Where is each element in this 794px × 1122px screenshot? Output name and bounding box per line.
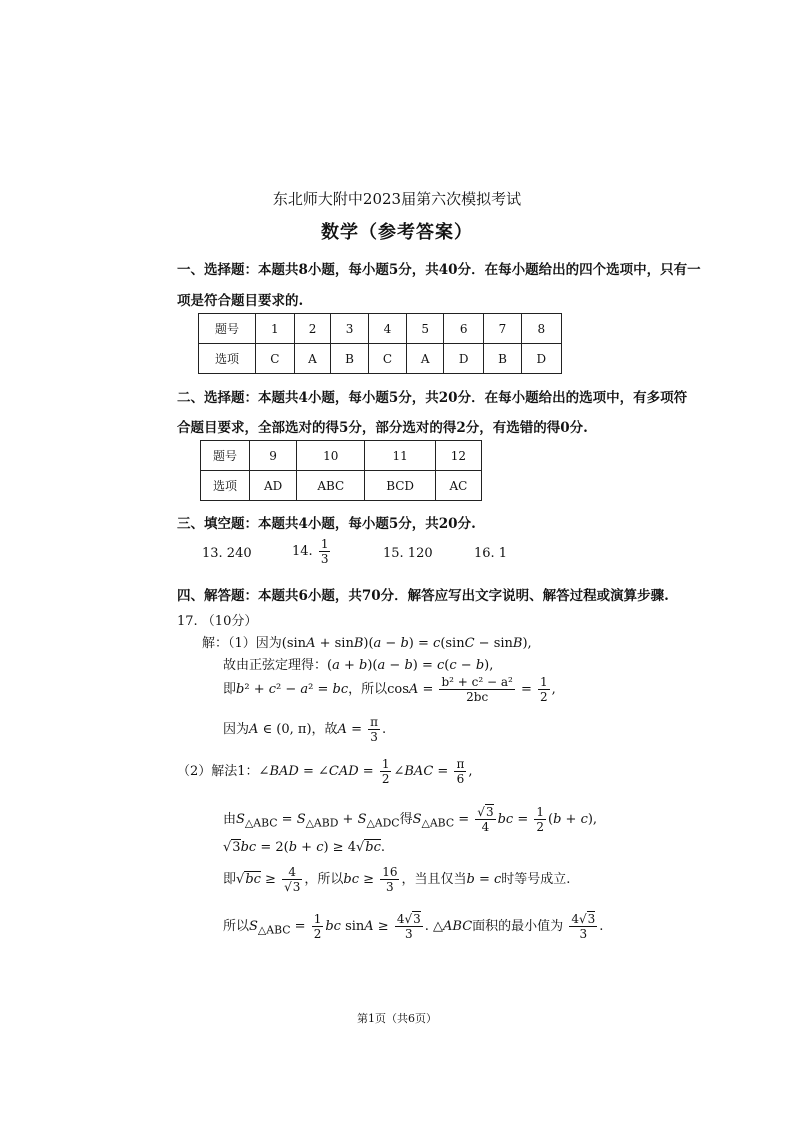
table-cell: D (521, 344, 561, 374)
section2-heading-line1: 二、选择题：本题共4小题，每小题5分，共20分．在每小题给出的选项中，有多项符 (177, 390, 688, 406)
table-cell: 11 (365, 441, 436, 471)
table-cell: 9 (250, 441, 297, 471)
numerator: √3 (477, 805, 494, 819)
denominator: 3 (386, 880, 394, 894)
table-cell: 3 (331, 314, 368, 344)
fraction (319, 537, 331, 566)
answer-14-label: 14. (292, 544, 313, 559)
table-cell: 6 (444, 314, 484, 344)
section3-heading: 三、填空题：本题共4小题，每小题5分，共20分. (177, 516, 476, 532)
denominator: 4 (481, 820, 490, 834)
solution-part1-line4: 因为A ∈ (0, π)，故A = $\frac{\pi}{3}$ . (223, 715, 387, 744)
solution-part2-line4: 即√bc ≥ $\frac{4}{√3}$ ，所以bc ≥ $\frac{16}{3}$ ，当且仅当b = c时等号成立. (223, 865, 571, 894)
row-label: 题号 (201, 441, 250, 471)
text: 由 (223, 812, 237, 827)
text: ，当且仅当 (401, 872, 467, 887)
text: 时等号成立. (501, 872, 571, 887)
text: 因为 (223, 722, 250, 737)
numerator: 1 (540, 675, 548, 689)
fraction (380, 865, 399, 894)
text: 故由正弦定理得： (223, 658, 328, 673)
denominator: 3 (320, 552, 329, 566)
table-cell: D (444, 344, 484, 374)
table-row (201, 441, 482, 471)
fraction (534, 805, 546, 834)
text: 所以 (223, 919, 250, 934)
numerator: 1 (320, 537, 329, 551)
answer-13: 13. 240 (202, 546, 252, 561)
table-cell: 1 (256, 314, 295, 344)
section1-answer-table (198, 313, 562, 374)
text: 得 (399, 812, 413, 827)
denominator: 2 (540, 690, 548, 704)
denominator: 2 (313, 927, 322, 941)
fraction (312, 912, 324, 941)
section2-heading-line2: 合题目要求，全部选对的得5分，部分选对的得2分，有选错的得0分. (177, 420, 588, 436)
numerator: π (456, 757, 465, 771)
text: 面积的最小值为 (472, 919, 564, 934)
answer-15: 15. 120 (383, 546, 433, 561)
fraction (439, 675, 514, 704)
text: （2）解法1： (177, 764, 259, 779)
table-cell: AD (250, 471, 297, 501)
table-cell: 5 (407, 314, 444, 344)
text: 即 (223, 682, 237, 697)
fraction (282, 865, 302, 894)
solution-part1-line2: 故由正弦定理得：(a + b)(a − b) = c(c − b), (223, 658, 494, 673)
numerator: 1 (536, 805, 544, 819)
table-row (201, 471, 482, 501)
fraction (538, 675, 550, 704)
fraction (380, 757, 392, 786)
table-cell: B (331, 344, 368, 374)
row-label: 题号 (199, 314, 256, 344)
table-cell: 7 (484, 314, 521, 344)
answer-14 (292, 537, 332, 566)
table-row (199, 344, 562, 374)
text: ，所以 (304, 872, 344, 887)
solution-part1-line3: 即b² + c² − a² = bc，所以cosA = $\frac{\text{b² + c² − a²}}{2bc}$ = $\frac{1}{2}$ , (223, 675, 556, 704)
denominator: √3 (284, 880, 301, 894)
table-cell: 4 (368, 314, 407, 344)
text: 即 (223, 872, 237, 887)
table-cell: 10 (297, 441, 365, 471)
table-cell: AC (435, 471, 481, 501)
denominator: 3 (579, 927, 588, 941)
denominator: 3 (404, 927, 413, 941)
numerator: 1 (313, 912, 322, 926)
fraction (454, 757, 466, 786)
page-footer: 第1页（共6页） (357, 1012, 437, 1025)
fraction (475, 805, 495, 834)
denominator: 2 (536, 820, 544, 834)
fraction (395, 912, 423, 941)
table-cell: BCD (365, 471, 436, 501)
exam-title: 东北师大附中2023届第六次模拟考试 (272, 190, 522, 208)
text: 解：（1）因为 (202, 636, 282, 651)
table-cell: A (407, 344, 444, 374)
numerator: 4√3 (396, 912, 421, 926)
fraction (368, 715, 380, 744)
solution-part2-line3: √3bc = 2(b + c) ≥ 4√bc. (223, 840, 386, 855)
numerator: 1 (381, 757, 390, 771)
denominator: 2 (381, 772, 390, 786)
text: ，所以 (348, 682, 388, 697)
table-row (199, 314, 562, 344)
answer-key-subtitle: 数学（参考答案） (321, 222, 473, 243)
fraction (569, 912, 597, 941)
numerator: 4√3 (571, 912, 596, 926)
section1-heading-line1: 一、选择题：本题共8小题，每小题5分，共40分．在每小题给出的四个选项中，只有一 (177, 262, 701, 278)
denominator: 2bc (466, 690, 489, 704)
table-cell: C (256, 344, 295, 374)
section4-heading: 四、解答题：本题共6小题，共70分．解答应写出文字说明、解答过程或演算步骤. (177, 588, 669, 604)
denominator: 3 (370, 730, 378, 744)
numerator: π (370, 715, 378, 729)
answer-16: 16. 1 (474, 546, 508, 561)
text: ，故 (311, 722, 338, 737)
solution-part2-line2: 由$S_{\triangle ABC} = S_{\triangle ABD} + S_{\triangle ADC}$得$S_{\triangle ABC}$ = $\frac{√3}{4}$ bc = $\frac{1}{2}$ (b + c), (223, 805, 598, 834)
table-cell: C (368, 344, 407, 374)
table-cell: 12 (435, 441, 481, 471)
solution-part2-line1: （2）解法1：∠BAD = ∠CAD = $\frac{1}{2}$ ∠BAC = $\frac{\pi}{6}$ , (177, 757, 473, 786)
row-label: 选项 (199, 344, 256, 374)
table-cell: B (484, 344, 521, 374)
question-17-label: 17. （10分） (177, 614, 258, 629)
numerator: 4 (282, 865, 302, 880)
section2-answer-table (200, 440, 482, 501)
section1-heading-line2: 项是符合题目要求的. (177, 293, 304, 309)
table-cell: 8 (521, 314, 561, 344)
table-cell: ABC (297, 471, 365, 501)
solution-part1-line1: 解：（1）因为(sinA + sinB)(a − b) = c(sinC − sinB), (202, 636, 532, 651)
table-cell: A (294, 344, 331, 374)
denominator: 6 (456, 772, 465, 786)
numerator: 16 (382, 865, 398, 879)
table-cell: 2 (294, 314, 331, 344)
solution-part2-line5: 所以$S_{\triangle ABC}$ = $\frac{1}{2}$ bc sinA ≥ $\frac{4√3}{3}$ . △ABC面积的最小值为 $\frac{4√3}{3}$ . (223, 912, 604, 941)
numerator: b² + c² − a² (441, 675, 513, 689)
row-label: 选项 (201, 471, 250, 501)
